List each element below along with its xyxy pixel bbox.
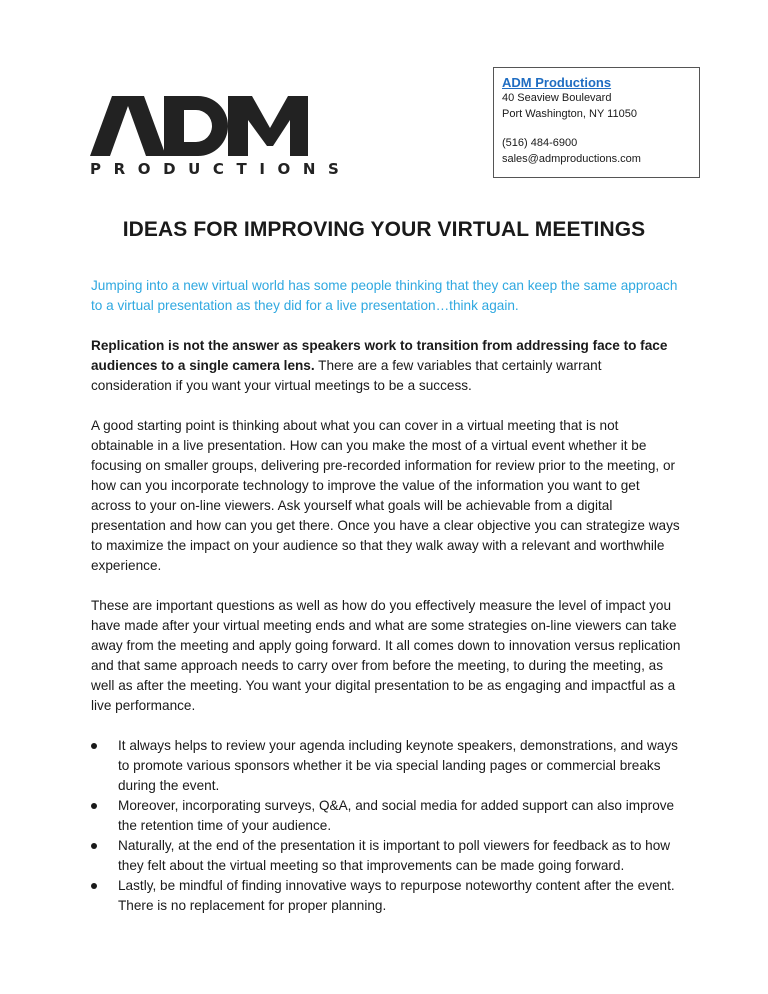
- list-item: [91, 736, 683, 796]
- list-item-text: Lastly, be mindful of finding innovative ways to repurpose noteworthy content after the event. There is no replacement for proper planning.: [118, 878, 675, 913]
- list-item-text: Moreover, incorporating surveys, Q&A, and social media for added support can also improve the retention time of your audience.: [118, 798, 675, 833]
- list-item-text: It always helps to review your agenda including keynote speakers, demonstrations, and ways to promote various sponsors whether it be via special landing pages or commercial breaks during the event.: [118, 738, 678, 793]
- contact-box: [493, 67, 700, 178]
- document-body: [91, 276, 683, 916]
- bullet-list: [91, 736, 683, 916]
- paragraph-3: These are important questions as well as how do you effectively measure the level of impact you have made after your virtual meeting ends and what are some strategies on-line viewers can take away from the meeting and apply going forward. It all comes down to innovation versus replication and that same approach needs to carry over from before the meeting, to during the meeting, as well as after the meeting. You want your digital presentation to be as engaging and impactful as a live performance.: [91, 598, 681, 713]
- paragraph-2: A good starting point is thinking about what you can cover in a virtual meeting that is not obtainable in a live presentation. How can you make the most of a virtual event whether it be focusing on smaller groups, delivering pre-recorded information for review prior to the meeting, or how can you incorporate technology to improve the value of the information you want to get across to your on-line viewers. Ask yourself what goals will be achievable from a digital presentation and how can you get there. Once you have a clear objective you can strategize ways to maximize the impact on your audience so that they walk away with a relevant and worthwhile experience.: [91, 418, 680, 573]
- phone-number: (516) 484-6900: [502, 137, 578, 149]
- address-line-1: 40 Seaview Boulevard: [502, 92, 612, 104]
- adm-logo: [90, 96, 352, 178]
- paragraph-1-rest: There are a few variables that certainly warrant consideration if you want your virtual meetings to be a success.: [91, 358, 602, 393]
- address-line-2: Port Washington, NY 11050: [502, 107, 637, 120]
- bullet-icon: [91, 843, 97, 849]
- bullet-icon: [91, 743, 97, 749]
- bullet-icon: [91, 883, 97, 889]
- paragraph-1: [91, 336, 683, 396]
- bullet-icon: [91, 803, 97, 809]
- logo-subtitle: PRODUCTIONS: [90, 160, 352, 178]
- intro-paragraph: Jumping into a new virtual world has some people thinking that they can keep the same approach to a virtual presentation as they did for a live presentation…think again.: [91, 278, 678, 313]
- list-item: [91, 876, 683, 916]
- email-address: sales@admproductions.com: [502, 152, 641, 165]
- list-item-text: Naturally, at the end of the presentation it is important to poll viewers for feedback as to how they felt about the virtual meeting so that improvements can be made going forward.: [118, 838, 671, 873]
- list-item: [91, 796, 683, 836]
- paragraph-1-bold: Replication is not the answer as speakers work to transition from addressing face to face audiences to a single camera lens.: [91, 338, 668, 373]
- page-title: IDEAS FOR IMPROVING YOUR VIRTUAL MEETINGS: [122, 218, 646, 241]
- company-name-link[interactable]: ADM Productions: [502, 75, 612, 90]
- adm-logo-mark: [90, 96, 308, 156]
- list-item: [91, 836, 683, 876]
